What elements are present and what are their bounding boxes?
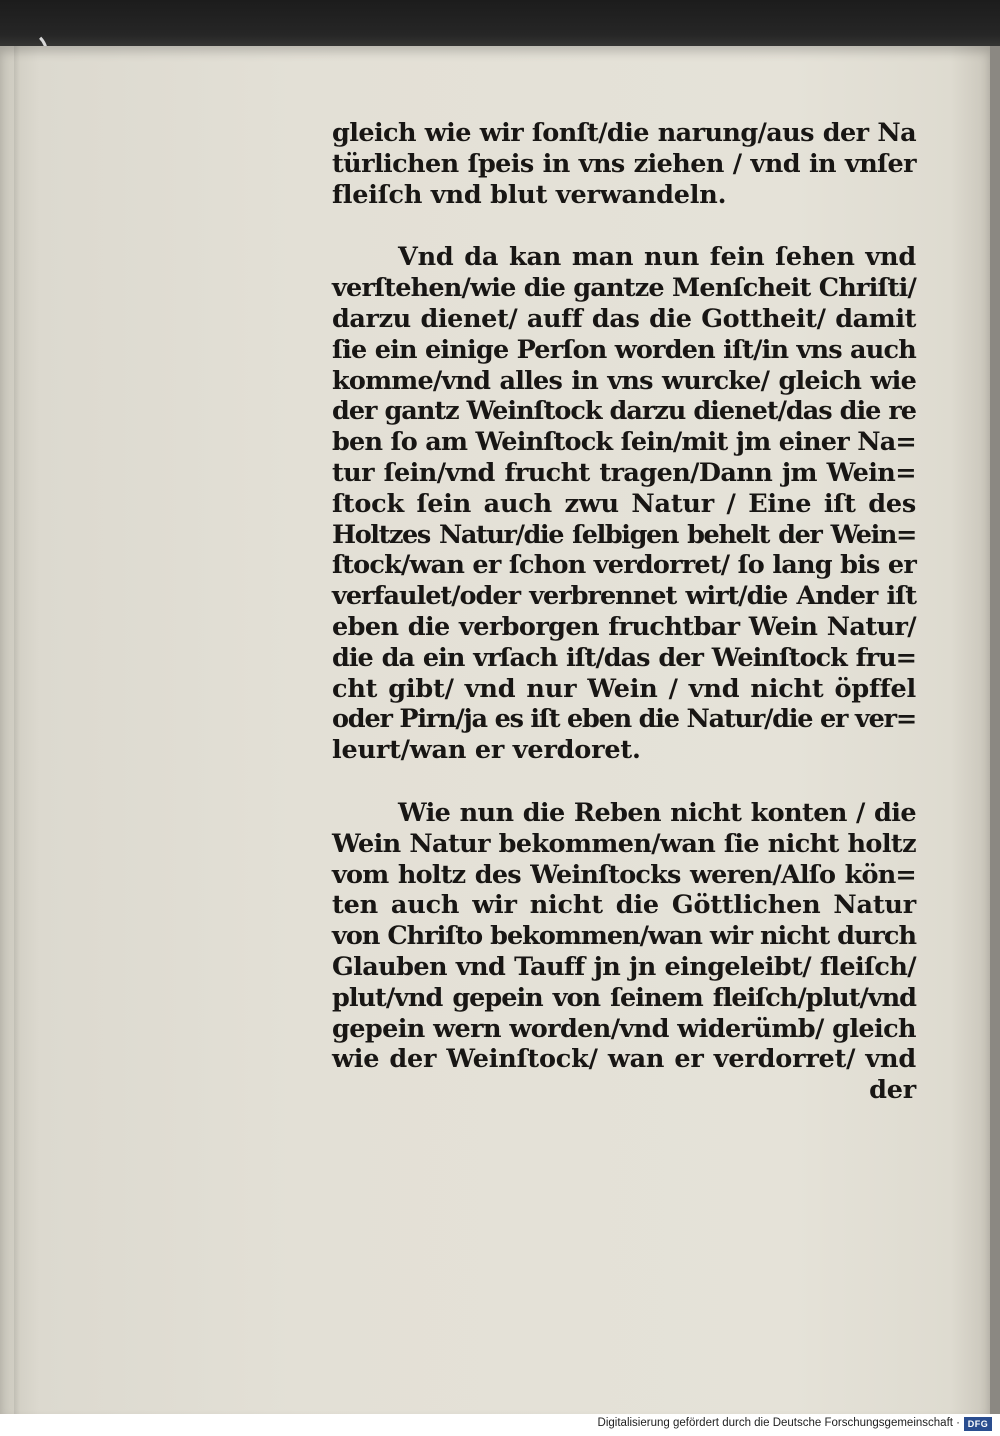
text-line: leurt/wan er verdoret. — [332, 735, 641, 766]
text-line: oder Pirn/ja es iſt eben die Natur/die er ver= — [332, 704, 916, 735]
text-line: türlichen ſpeis in vns ziehen / vnd in vnſer — [332, 148, 916, 179]
footer-separator: · — [952, 1417, 960, 1429]
text-line: Vnd da kan man nun fein ſehen vnd — [398, 242, 916, 273]
page-edge — [990, 46, 1000, 1414]
text-line: gepein wern worden/vnd widerümb/ gleich — [332, 1013, 916, 1044]
text-line: gleich wie wir ſonſt/die narung/aus der Na — [332, 118, 916, 148]
catchword: der — [869, 1075, 916, 1106]
text-line: ſtock/wan er ſchon verdorret/ ſo lang bis er — [332, 550, 916, 581]
text-line: ten auch wir nicht die Göttlichen Natur — [332, 890, 916, 921]
text-line: Glauben vnd Tauff jn jn eingeleibt/ fleiſch/ — [332, 951, 916, 982]
dfg-logo-icon: DFG — [964, 1417, 992, 1431]
text-line: verſtehen/wie die gantze Menſcheit Chriſti/ — [332, 273, 916, 304]
body-text — [332, 118, 916, 1106]
text-line: wie der Weinſtock/ wan er verdorret/ vnd — [332, 1044, 916, 1075]
text-line: Wein Natur bekommen/wan ſie nicht holtz — [332, 828, 916, 859]
text-line: darzu dienet/ auff das die Gottheit/ damit — [332, 303, 916, 334]
text-line: Wie nun die Reben nicht konten / die — [398, 797, 916, 828]
text-line: cht gibt/ vnd nur Wein / vnd nicht öpffel — [332, 673, 916, 704]
text-line: der gantz Weinſtock darzu dienet/das die re — [332, 396, 916, 427]
text-line: von Chriſto bekommen/wan wir nicht durch — [332, 921, 916, 952]
text-line: plut/vnd gepein von ſeinem fleiſch/plut/vnd — [332, 982, 916, 1013]
paragraph-2 — [332, 242, 916, 766]
text-line: ben ſo am Weinſtock ſein/mit jm einer Na= — [332, 427, 916, 458]
text-line: die da ein vrſach iſt/das der Weinſtock fru= — [332, 642, 916, 673]
text-line: tur ſein/vnd frucht tragen/Dann jm Wein= — [332, 457, 916, 488]
footer-bar — [0, 1414, 1000, 1436]
text-line: ſie ein einige Perſon worden iſt/in vns auch — [332, 334, 916, 365]
text-line: vom holtz des Weinſtocks weren/Alſo kön= — [332, 859, 916, 890]
text-line: fleiſch vnd blut verwandeln. — [332, 179, 727, 210]
funding-credit-text: Digitalisierung gefördert durch die Deutsche Forschungsgemeinschaft — [597, 1417, 953, 1429]
text-line: ſtock ſein auch zwu Natur / Eine iſt des — [332, 488, 916, 519]
funding-credit — [598, 1417, 960, 1429]
page-gutter — [14, 46, 20, 1414]
paragraph-3 — [332, 798, 916, 1075]
paragraph-1 — [332, 118, 916, 210]
text-line: verfaulet/oder verbrennet wirt/die Ander iſt — [332, 581, 916, 612]
text-line: komme/vnd alles in vns wurcke/ gleich wie — [332, 365, 916, 396]
text-line: Holtzes Natur/die ſelbigen behelt der Wein= — [332, 519, 916, 550]
text-line: eben die verborgen fruchtbar Wein Natur/ — [332, 611, 916, 642]
book-binding — [0, 0, 1000, 50]
